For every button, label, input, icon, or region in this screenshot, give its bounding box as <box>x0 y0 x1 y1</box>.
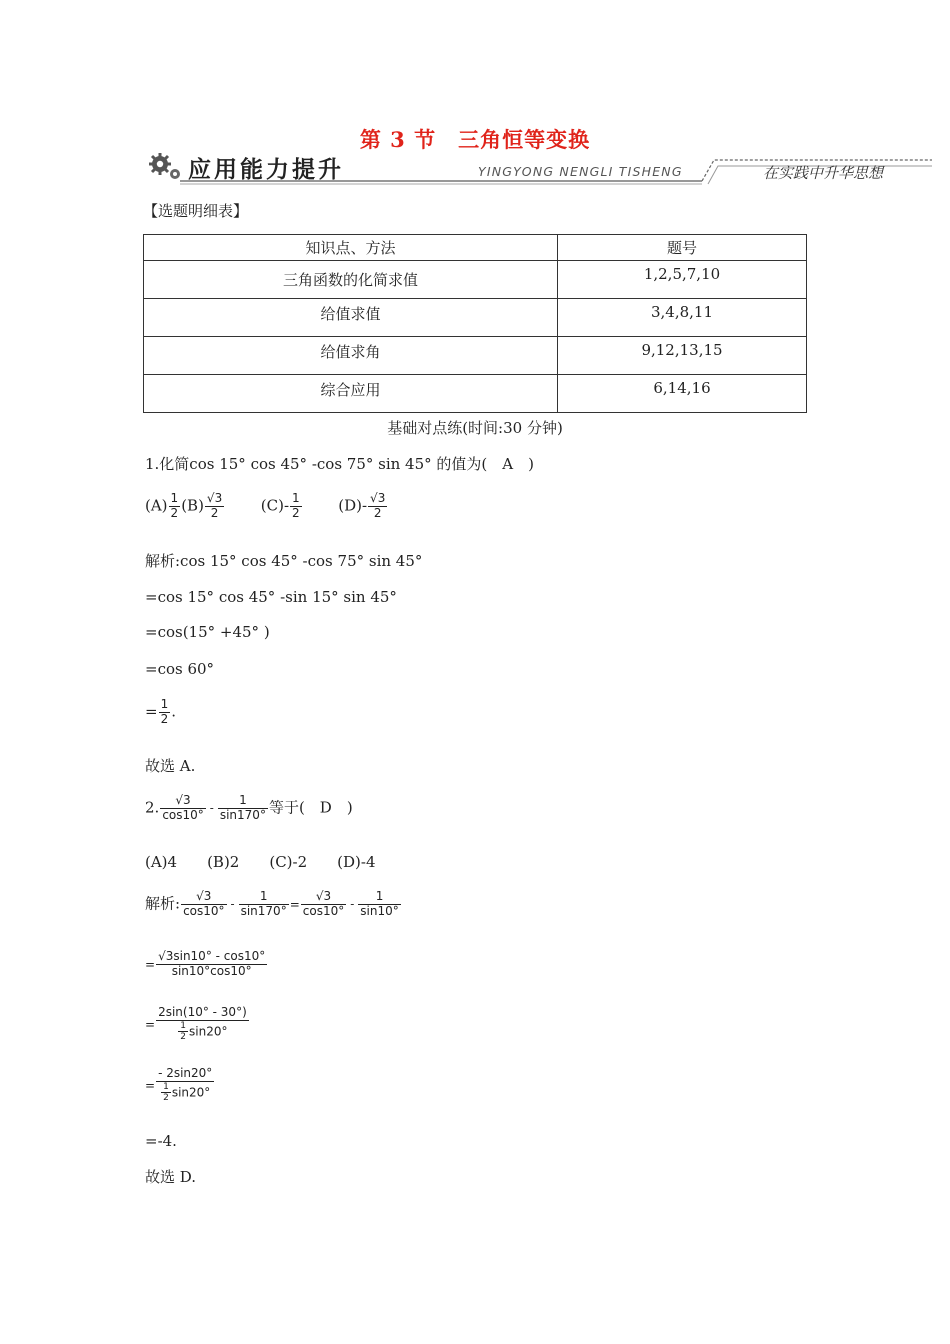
fraction-denominator: 2 <box>180 1032 187 1043</box>
question-2-options: (A)4 (B)2 (C)-2 (D)-4 <box>145 853 376 871</box>
option-c-label: (C)- <box>260 496 290 515</box>
minus-sign: - <box>230 897 235 912</box>
table-header-row <box>144 235 807 261</box>
term-2-fraction <box>239 890 289 919</box>
fraction-denominator: 2 <box>292 505 300 520</box>
question-suffix: 等于( D ) <box>268 798 353 817</box>
topic-cell: 综合应用 <box>144 375 558 413</box>
option-b-label: (B) <box>181 496 204 515</box>
option-c-fraction <box>290 492 302 521</box>
fraction-numerator: 1 <box>170 491 179 505</box>
banner-title: 应用能力提升 <box>188 157 344 183</box>
q2-solution-line: =-4. <box>145 1132 177 1150</box>
fraction-denominator: sin170° <box>219 807 266 822</box>
fraction-denominator: cos10° <box>302 903 345 918</box>
q2-conclusion: 故选 D. <box>145 1168 197 1186</box>
step-2-fraction <box>156 950 267 979</box>
radicand: 3 <box>165 949 174 963</box>
fraction-denominator: sin170° <box>240 903 287 918</box>
equals-sign: = <box>289 897 300 912</box>
option-b-fraction <box>205 492 224 521</box>
banner-pinyin: YINGYONG NENGLI TISHENG <box>478 164 683 179</box>
section-heading: 基础对点练(时间:30 分钟) <box>387 419 563 437</box>
table-row <box>144 299 807 337</box>
q1-solution-line: =cos 15° cos 45° -sin 15° sin 45° <box>145 588 397 606</box>
fraction-numerator: - 2sin20° <box>158 1066 213 1080</box>
fraction-numerator: 3 <box>323 889 332 903</box>
minus-sign: - <box>209 801 214 816</box>
result-fraction <box>159 698 171 727</box>
step-3-fraction <box>156 1006 249 1042</box>
fraction-numerator: sin10° - cos10° <box>173 949 266 963</box>
fraction-numerator: 1 <box>292 491 300 505</box>
page-title: 第 3 节 三角恒等变换 <box>359 127 591 152</box>
q2-solution-line <box>145 950 268 979</box>
q2-solution-line <box>145 890 402 919</box>
topic-cell: 给值求值 <box>144 299 558 337</box>
table-row <box>144 337 807 375</box>
fraction-denominator: cos10° <box>183 903 225 918</box>
sqrt-icon: √ <box>175 793 184 807</box>
term-3-fraction <box>301 890 346 919</box>
sqrt-icon: √ <box>196 889 204 903</box>
fraction-denominator: sin20° <box>189 1024 228 1039</box>
fraction-numerator: 1 <box>218 794 268 809</box>
option-d-label: (D)- <box>338 496 368 515</box>
fraction-numerator: 1 <box>358 890 400 905</box>
solution-label: 解析: <box>145 894 181 913</box>
fraction-denominator: sin20° <box>171 1085 211 1100</box>
q2-solution-line <box>145 1067 215 1103</box>
question-2-stem <box>145 794 353 823</box>
q1-conclusion: 故选 A. <box>145 757 196 775</box>
numbers-cell: 3,4,8,11 <box>558 299 807 337</box>
sqrt-icon: √ <box>315 889 324 903</box>
fraction-denominator: 2 <box>163 1093 169 1104</box>
term-1-fraction <box>181 890 226 919</box>
header-numbers: 题号 <box>558 235 807 261</box>
sqrt-icon: √ <box>370 491 378 505</box>
step-4-fraction <box>156 1067 214 1103</box>
fraction-numerator: 1 <box>163 1081 169 1092</box>
fraction-denominator: 2 <box>373 505 382 520</box>
half-fraction <box>161 1082 171 1104</box>
fraction-numerator: 2sin(10° - 30°) <box>158 1005 247 1019</box>
fraction-denominator: 2 <box>160 711 169 726</box>
question-number: 2. <box>145 798 160 817</box>
term-1-fraction <box>160 794 205 823</box>
fraction-denominator: 2 <box>210 505 219 520</box>
fraction-numerator: 3 <box>203 889 212 903</box>
fraction-denominator: sin10°cos10° <box>171 963 252 978</box>
sqrt-icon: √ <box>206 491 215 505</box>
topic-table <box>143 234 807 413</box>
banner-slogan: 在实践中升华思想 <box>763 164 884 182</box>
fraction-numerator: 1 <box>239 890 289 905</box>
equals-sign: = <box>145 702 158 721</box>
option-a-label: (A) <box>145 496 168 515</box>
term-4-fraction <box>358 890 400 919</box>
fraction-numerator: 3 <box>377 491 386 505</box>
table-row <box>144 375 807 413</box>
fraction-denominator: cos10° <box>162 807 204 822</box>
fraction-numerator: 1 <box>180 1020 187 1031</box>
numbers-cell: 9,12,13,15 <box>558 337 807 375</box>
fraction-denominator: sin10° <box>360 903 399 918</box>
fraction-denominator: 2 <box>170 505 179 520</box>
equals-sign: = <box>145 957 156 972</box>
numbers-cell: 1,2,5,7,10 <box>558 261 807 299</box>
half-fraction <box>178 1021 188 1043</box>
equals-sign: = <box>145 1078 156 1093</box>
period: . <box>171 702 176 721</box>
minus-sign: - <box>350 897 355 912</box>
option-d-fraction <box>368 492 387 521</box>
topic-cell: 三角函数的化简求值 <box>144 261 558 299</box>
term-2-fraction <box>218 794 268 823</box>
q1-solution-line <box>145 698 176 727</box>
fraction-numerator: 1 <box>160 697 169 711</box>
detail-heading: 【选题明细表】 <box>143 202 249 220</box>
sqrt-icon: √ <box>158 949 166 963</box>
topic-cell: 给值求角 <box>144 337 558 375</box>
q1-solution-line: =cos 60° <box>145 660 215 678</box>
fraction-numerator: 3 <box>183 793 191 807</box>
q2-solution-line <box>145 1006 250 1042</box>
question-1-stem: 1.化简cos 15° cos 45° -cos 75° sin 45° 的值为( A ) <box>145 455 534 473</box>
table-row <box>144 261 807 299</box>
fraction-numerator: 3 <box>214 491 223 505</box>
q1-solution-line: =cos(15° +45° ) <box>145 623 270 641</box>
equals-sign: = <box>145 1017 156 1032</box>
numbers-cell: 6,14,16 <box>558 375 807 413</box>
option-a-fraction <box>169 492 181 521</box>
q1-solution-line: 解析:cos 15° cos 45° -cos 75° sin 45° <box>145 552 423 570</box>
header-topic: 知识点、方法 <box>144 235 558 261</box>
question-1-options <box>145 492 388 521</box>
gear-icon <box>149 153 180 179</box>
